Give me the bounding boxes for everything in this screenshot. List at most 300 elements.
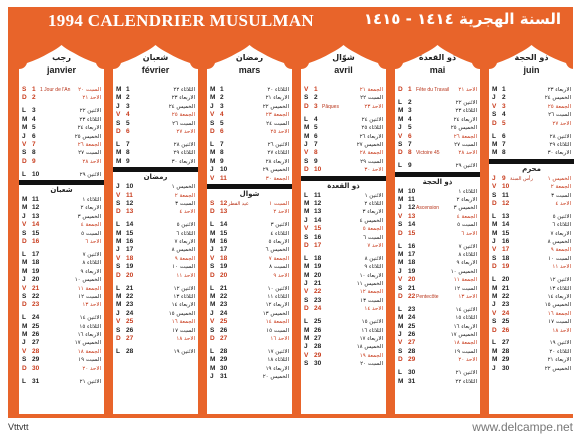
day-number: 12 [314, 199, 322, 207]
weekday-letter: S [492, 318, 497, 326]
day-row [116, 158, 195, 166]
day-row [304, 280, 383, 288]
day-row [210, 120, 289, 128]
weekday-letter: M [304, 326, 310, 334]
hijri-day: السبت ١٧ [548, 319, 571, 326]
weekday-letter: D [304, 305, 309, 313]
day-row [398, 268, 477, 276]
day-row [492, 149, 571, 157]
day-number: 9 [408, 162, 412, 170]
weekday-letter: M [22, 204, 28, 212]
day-row [492, 310, 571, 318]
calendar-card [8, 7, 573, 418]
day-number: 3 [408, 107, 412, 115]
hijri-day: السبت ٨ [269, 264, 289, 271]
day-number: 5 [502, 119, 506, 127]
weekday-letter: D [210, 334, 215, 342]
day-row [398, 348, 477, 356]
day-row [22, 221, 101, 229]
hijri-day: الثلاثاء ٢٠ [267, 87, 289, 93]
hijri-day: الاربعاء ٢٣ [171, 95, 195, 102]
day-number: 18 [126, 254, 134, 262]
weekday-letter: M [22, 267, 28, 275]
hijri-day: السبت ١٢ [454, 285, 477, 292]
weekday-letter: J [116, 246, 120, 254]
weekday-letter: V [22, 140, 27, 148]
hijri-day: الثلاثاء ٢٥ [361, 125, 383, 132]
hijri-day: الخميس ٢٤ [168, 103, 195, 110]
weekday-letter: M [492, 292, 498, 300]
weekday-letter: J [398, 124, 402, 132]
hijri-day: الجمعة ١٢ [359, 289, 383, 296]
day-row [492, 213, 571, 221]
day-number: 1 [126, 86, 130, 93]
day-row [22, 116, 101, 124]
month-arabic-name: ذو الحجة [514, 53, 549, 62]
hijri-month-section: شعبان [50, 186, 73, 194]
weekday-letter: L [22, 170, 26, 178]
hijri-day: السبت ٦ [363, 234, 383, 241]
day-row [398, 293, 477, 301]
day-row [304, 318, 383, 326]
day-number: 11 [502, 191, 509, 199]
weekday-letter: S [398, 140, 403, 148]
hijri-day: السبت ٢٦ [172, 120, 195, 127]
weekday-letter: M [116, 238, 122, 245]
day-number: 15 [314, 225, 322, 233]
hijri-day: الاحد ٦ [461, 230, 477, 237]
weekday-letter: M [492, 221, 498, 229]
weekday-letter: S [210, 199, 215, 207]
day-row [492, 221, 571, 229]
day-row [492, 94, 571, 102]
hijri-day: الاحد ٢١ [82, 95, 101, 102]
day-number: 24 [220, 309, 228, 317]
day-number: 22 [408, 292, 416, 300]
weekday-letter: M [398, 115, 404, 123]
day-number: 28 [408, 347, 416, 355]
day-row [210, 246, 289, 254]
hijri-day: الاثنين ١٧ [267, 348, 289, 355]
section-divider [489, 159, 574, 164]
day-number: 29 [32, 356, 40, 364]
day-row [304, 352, 383, 360]
day-row [492, 356, 571, 364]
weekday-letter: S [492, 191, 497, 199]
hijri-day: الاحد ٢٨ [458, 150, 477, 157]
day-number: 25 [408, 322, 416, 330]
hijri-day: الاربعاء ١٤ [547, 293, 571, 300]
day-number: 27 [502, 339, 510, 347]
weekday-letter: V [210, 111, 215, 119]
day-row [116, 285, 195, 293]
weekday-letter: S [304, 360, 309, 368]
weekday-letter: J [492, 301, 496, 309]
weekday-letter: M [398, 250, 404, 258]
weekday-letter: M [398, 314, 404, 322]
weekday-letter: S [492, 254, 497, 262]
hijri-day: الاربعاء ٥ [268, 239, 289, 245]
day-row [304, 343, 383, 351]
day-number: 19 [502, 263, 510, 271]
hijri-day: الجمعة ٢ [174, 192, 195, 199]
day-row [22, 314, 101, 322]
month-french-name: avril [334, 65, 353, 75]
day-row [210, 263, 289, 271]
day-row [22, 378, 101, 386]
weekday-letter: J [304, 216, 308, 224]
day-number: 4 [314, 115, 318, 123]
weekday-letter: S [398, 221, 403, 229]
day-number: 14 [408, 221, 416, 229]
day-row [492, 276, 571, 284]
hijri-day: الاثنين ١٤ [455, 306, 477, 313]
day-number: 27 [314, 334, 322, 342]
hijri-month-section: ذو الحجة [422, 177, 453, 186]
day-row [22, 94, 101, 102]
day-number: 30 [220, 364, 228, 372]
month-panel [19, 83, 104, 414]
hijri-day: الخميس ١ [547, 175, 571, 182]
hijri-month-section: ذو القعدة [327, 181, 360, 190]
hijri-day: الاثنين ١٤ [79, 315, 101, 322]
day-number: 21 [220, 284, 228, 292]
day-number: 13 [32, 212, 40, 220]
day-number: 31 [32, 377, 40, 385]
day-number: 14 [220, 221, 228, 229]
weekday-letter: M [22, 322, 28, 330]
day-row [492, 141, 571, 149]
hijri-day: الجمعة ٢٦ [453, 133, 477, 140]
day-number: 26 [314, 326, 322, 334]
day-row [492, 175, 571, 183]
holiday-note: 1 Jour de l'An [40, 87, 71, 93]
hijri-day: الجمعة ١١ [453, 277, 477, 284]
hijri-day: الخميس ١٥ [544, 302, 571, 309]
month-arabic-name: رمضان [235, 53, 264, 62]
day-number: 21 [502, 284, 510, 292]
hijri-day: الاثنين ٧ [458, 243, 477, 250]
day-number: 24 [502, 309, 510, 317]
day-row [398, 369, 477, 377]
month-arabic-name: ذو القعدة [418, 53, 457, 62]
day-number: 28 [314, 343, 322, 351]
weekday-letter: S [22, 86, 27, 93]
day-row [22, 213, 101, 221]
day-row [22, 158, 101, 166]
month-french-name: juin [523, 65, 540, 75]
day-row [398, 314, 477, 322]
day-number: 7 [32, 140, 36, 148]
weekday-letter: J [492, 238, 496, 245]
day-row [210, 128, 289, 136]
weekday-letter: D [22, 364, 27, 372]
day-row [210, 373, 289, 381]
hijri-day: الجمعة ٤ [456, 213, 477, 220]
day-row [304, 327, 383, 335]
day-row [304, 124, 383, 132]
hijri-day: الاثنين ٢٤ [361, 116, 383, 123]
day-row [304, 141, 383, 149]
hijri-day: الاربعاء ٣٠ [171, 158, 195, 165]
weekday-letter: M [210, 86, 216, 93]
hijri-day: الخميس ٤ [359, 217, 383, 224]
day-number: 1 [32, 86, 36, 93]
hijri-day: الاحد ٦ [85, 239, 101, 245]
weekday-letter: V [116, 111, 121, 119]
weekday-letter: L [116, 284, 120, 292]
hijri-day: الثلاثاء ١٦ [361, 327, 383, 334]
day-number: 14 [314, 216, 322, 224]
hijri-day: الثلاثاء ٤ [270, 230, 289, 237]
hijri-day: الجمعة ١٦ [547, 310, 571, 317]
day-row [210, 238, 289, 246]
day-number: 15 [32, 229, 40, 237]
day-row [116, 263, 195, 271]
weekday-letter: D [492, 199, 497, 207]
day-row [398, 124, 477, 132]
hijri-day: الاربعاء ٢٣ [547, 87, 571, 93]
hijri-day: الاربعاء ١٦ [453, 323, 477, 330]
day-row [304, 360, 383, 368]
day-number: 27 [126, 334, 134, 342]
hijri-day: الثلاثاء ١١ [267, 293, 289, 300]
day-row [304, 288, 383, 296]
weekday-letter: M [304, 124, 310, 132]
day-number: 6 [126, 128, 130, 135]
day-row [304, 335, 383, 343]
day-row [22, 259, 101, 267]
day-number: 19 [314, 263, 322, 271]
weekday-letter: S [304, 233, 309, 241]
hijri-day: الجمعة ٢٨ [359, 150, 383, 157]
day-number: 8 [502, 149, 506, 157]
hijri-day: الجمعة ٥ [362, 226, 383, 233]
weekday-letter: V [398, 339, 403, 347]
weekday-letter: M [492, 140, 498, 148]
day-number: 3 [32, 107, 36, 115]
month-column-mai [395, 45, 480, 414]
day-row [304, 208, 383, 216]
day-row [210, 149, 289, 157]
hijri-day: السبت ٢٧ [454, 141, 477, 148]
weekday-letter: M [492, 149, 498, 157]
day-row [116, 348, 195, 356]
day-number: 4 [220, 111, 224, 119]
hijri-day: الخميس ٢٥ [450, 125, 477, 132]
hijri-day: الاربعاء ٢١ [547, 357, 571, 364]
weekday-letter: D [116, 128, 121, 135]
weekday-letter: J [492, 94, 496, 102]
day-number: 21 [408, 284, 416, 292]
day-row [492, 133, 571, 141]
hijri-day: الاربعاء ١٦ [77, 332, 101, 338]
day-row [304, 297, 383, 305]
day-row [116, 149, 195, 157]
day-number: 16 [126, 238, 134, 245]
hijri-day: الجمعة ٢٥ [547, 103, 571, 110]
weekday-letter: V [116, 254, 121, 262]
day-row [116, 246, 195, 254]
day-row [22, 171, 101, 179]
section-divider [395, 172, 480, 177]
hijri-day: الجمعة ١١ [77, 285, 101, 292]
day-number: 6 [408, 132, 412, 140]
hijri-day: السبت ٥ [81, 230, 101, 237]
day-row [304, 133, 383, 141]
hijri-day: الاربعاء ٢٨ [265, 158, 289, 165]
day-row [22, 276, 101, 284]
weekday-letter: V [398, 132, 403, 140]
weekday-letter: J [304, 280, 308, 287]
month-arabic-name: شوّال [332, 53, 355, 62]
hijri-day: الثلاثاء ١٥ [455, 315, 477, 322]
weekday-letter: L [398, 305, 402, 313]
day-number: 4 [408, 115, 412, 123]
weekday-letter: S [210, 119, 215, 127]
hijri-day: الخميس ٨ [547, 239, 571, 245]
weekday-letter: S [22, 149, 27, 157]
day-row [492, 246, 571, 254]
weekday-letter: M [398, 259, 404, 267]
hijri-day: الاربعاء ٧ [550, 230, 571, 237]
weekday-letter: V [304, 288, 309, 296]
month-panel [489, 83, 574, 414]
day-row [304, 166, 383, 174]
day-row [398, 188, 477, 196]
month-column-janvier [19, 45, 104, 414]
day-number: 22 [314, 288, 322, 296]
weekday-letter: V [492, 246, 497, 254]
weekday-letter: M [492, 347, 498, 355]
hijri-day: الجمعة ٢٥ [171, 112, 195, 119]
hijri-day: الخميس ١١ [356, 281, 383, 287]
day-number: 31 [220, 373, 228, 380]
day-row [398, 339, 477, 347]
hijri-day: الجمعة ٢ [550, 184, 571, 191]
weekday-letter: M [304, 263, 310, 271]
day-number: 25 [314, 318, 322, 326]
day-number: 18 [502, 254, 510, 262]
day-row [398, 133, 477, 141]
day-row [210, 285, 289, 293]
day-number: 22 [32, 292, 40, 300]
hijri-day: الاحد ٢٨ [82, 158, 101, 165]
weekday-letter: V [22, 221, 27, 229]
day-row [398, 99, 477, 107]
hijri-day: الاثنين ١٩ [549, 340, 571, 347]
day-number: 19 [32, 267, 40, 275]
day-number: 8 [126, 149, 130, 157]
weekday-letter: M [22, 124, 28, 132]
day-row [22, 86, 101, 94]
day-row [398, 149, 477, 157]
day-row [492, 339, 571, 347]
day-row [22, 124, 101, 132]
hijri-day: السبت ١٧ [172, 327, 195, 334]
weekday-letter: S [22, 356, 27, 364]
day-row [398, 285, 477, 293]
day-number: 17 [126, 246, 134, 254]
hijri-day: السبت ٣ [551, 192, 571, 199]
weekday-letter: V [210, 254, 215, 262]
day-number: 30 [32, 364, 40, 372]
day-row [22, 204, 101, 212]
day-number: 14 [32, 221, 40, 229]
hijri-day: الاربعاء ١٠ [359, 272, 383, 279]
hijri-day: الاربعاء ٢ [80, 205, 101, 212]
weekday-letter: L [22, 250, 26, 258]
day-number: 22 [502, 292, 510, 300]
weekday-letter: M [116, 86, 122, 93]
day-number: 25 [126, 318, 134, 326]
weekday-letter: M [492, 86, 498, 93]
day-row [116, 335, 195, 343]
day-number: 2 [502, 94, 506, 102]
hijri-day: الاربعاء ٣ [362, 209, 383, 216]
hijri-day: الاحد ١٨ [552, 327, 571, 334]
hijri-day: الاثنين ٢٢ [455, 99, 477, 106]
watermark-url: www.delcampe.net [472, 420, 573, 434]
day-row [398, 378, 477, 386]
hijri-day: الاحد ٩ [273, 272, 289, 279]
day-row [116, 318, 195, 326]
weekday-letter: L [304, 191, 308, 199]
day-row [210, 230, 289, 238]
weekday-letter: S [22, 292, 27, 300]
day-row [304, 263, 383, 271]
hijri-day: الجمعة ٤ [80, 222, 101, 229]
day-row [398, 196, 477, 204]
day-row [304, 255, 383, 263]
hijri-day: الاثنين ١٢ [549, 277, 571, 284]
hijri-day: السبت ٢٧ [78, 150, 101, 157]
day-number: 5 [220, 119, 224, 127]
hijri-day: الخميس ٢٤ [544, 95, 571, 102]
weekday-letter: S [210, 263, 215, 271]
weekday-letter: J [22, 276, 26, 284]
day-number: 6 [220, 128, 224, 135]
day-row [210, 158, 289, 166]
day-row [398, 276, 477, 284]
day-number: 2 [220, 94, 224, 102]
weekday-letter: M [116, 94, 122, 102]
day-row [22, 196, 101, 204]
hijri-day: السبت ١٩ [78, 357, 101, 364]
hijri-day: الاربعاء ٢١ [265, 95, 289, 102]
day-row [492, 183, 571, 191]
weekday-letter: V [492, 102, 497, 110]
day-row [398, 86, 477, 94]
hijri-day: الاثنين ٨ [364, 255, 383, 262]
hijri-day: الاثنين ١٥ [361, 319, 383, 326]
weekday-letter: V [492, 309, 497, 317]
weekday-letter: J [398, 331, 402, 338]
weekday-letter: J [304, 140, 308, 148]
day-number: 23 [314, 296, 322, 304]
holiday-note: Pentecôte [416, 293, 439, 300]
day-row [398, 243, 477, 251]
day-number: 2 [32, 94, 36, 102]
weekday-letter: S [304, 157, 309, 165]
day-number: 29 [314, 351, 322, 359]
month-panel [301, 83, 386, 414]
hijri-day: السبت ٢٢ [360, 95, 383, 102]
hijri-day: الاثنين ٢٨ [173, 141, 195, 148]
hijri-day: الاحد ١٦ [270, 335, 289, 342]
weekday-letter: D [398, 292, 403, 300]
hijri-day: الخميس ٣ [77, 213, 101, 220]
